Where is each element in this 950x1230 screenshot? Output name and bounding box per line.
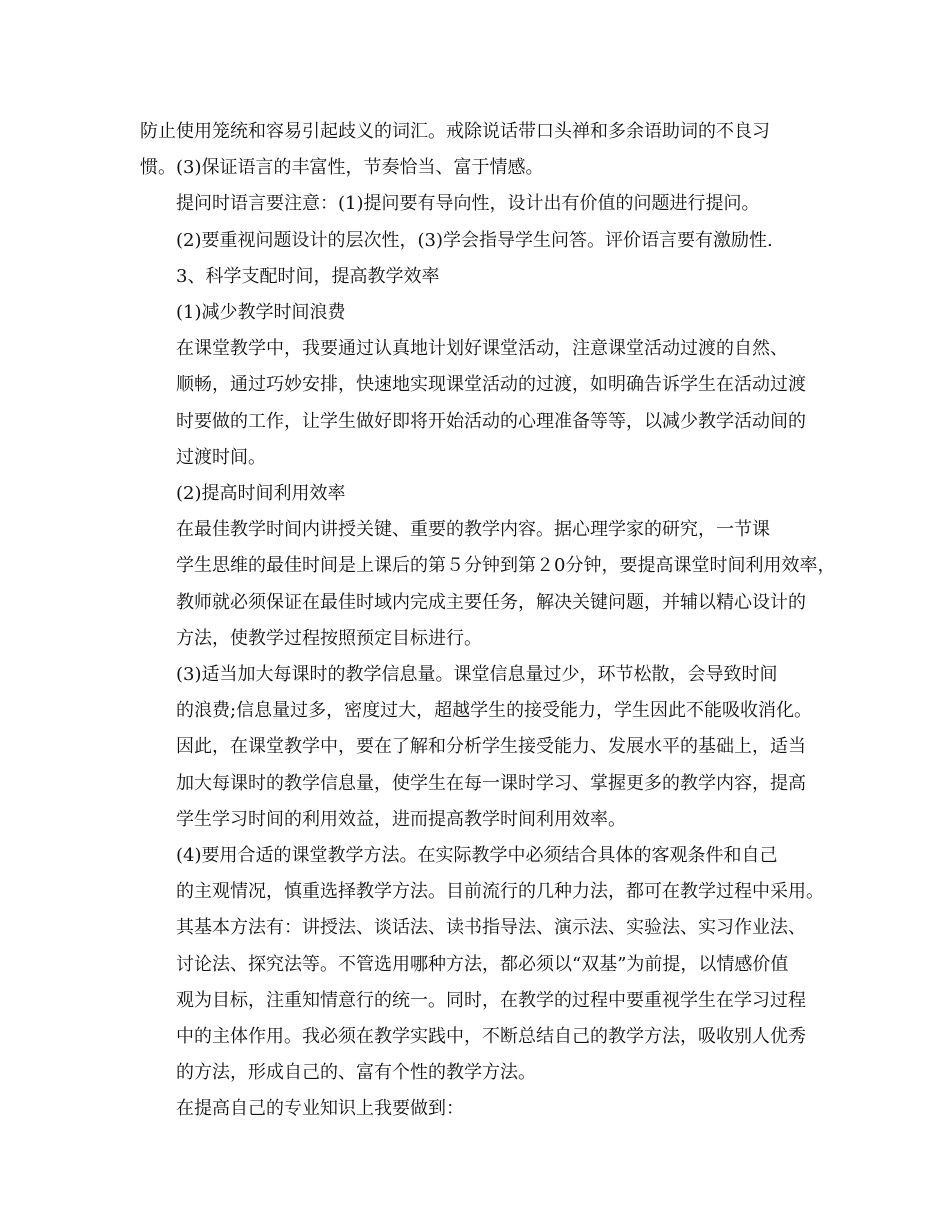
text-line: 教师就必须保证在最佳时域内完成主要任务，解决关键问题，并辅以精心设计的 (176, 591, 806, 613)
text-line: 加大每课时的教学信息量，使学生在每一课时学习、掌握更多的教学内容，提高 (176, 772, 806, 794)
text-line: 在课堂教学中，我要通过认真地计划好课堂活动，注意课堂活动过渡的自然、 (176, 338, 788, 360)
text-line: 其基本方法有：讲授法、谈话法、读书指导法、演示法、实验法、实习作业法、 (176, 917, 806, 939)
text-line: 顺畅，通过巧妙安排，快速地实现课堂活动的过渡，如明确告诉学生在活动过渡 (176, 374, 806, 396)
text-line: 的方法，形成自己的、富有个性的教学方法。 (176, 1062, 536, 1084)
text-line: (3)适当加大每课时的教学信息量。课堂信息量过少，环节松散，会导致时间 (176, 664, 778, 686)
text-line: 观为目标，注重知情意行的统一。同时，在教学的过程中要重视学生在学习过程 (176, 989, 806, 1011)
text-line: 3、科学支配时间，提高教学效率 (176, 265, 440, 287)
text-line: 中的主体作用。我必须在教学实践中，不断总结自己的教学方法，吸收别人优秀 (176, 1026, 806, 1048)
text-line: 惯。(3)保证语言的丰富性，节奏恰当、富于情感。 (140, 157, 544, 179)
text-line: (1)减少教学时间浪费 (176, 302, 346, 324)
text-line: 时要做的工作，让学生做好即将开始活动的心理准备等等，以减少教学活动间的 (176, 410, 806, 432)
text-line: 防止使用笼统和容易引起歧义的词汇。戒除说话带口头禅和多余语助词的不良习 (140, 121, 770, 142)
text-line: 学生思维的最佳时间是上课后的第５分钟到第２0分钟，要提高课堂时间利用效率， (176, 555, 836, 577)
text-line: 提问时语言要注意：(1)提问要有导向性，设计出有价值的问题进行提问。 (176, 193, 760, 215)
text-line: 学生学习时间的利用效益，进而提高教学时间利用效率。 (176, 808, 626, 830)
paragraph (140, 838, 824, 1091)
paragraph (140, 186, 820, 258)
paragraph (140, 114, 820, 186)
paragraph (140, 512, 836, 657)
text-line: 因此，在课堂教学中，要在了解和分析学生接受能力、发展水平的基础上，适当 (176, 736, 806, 758)
text-line: 的主观情况，慎重选择教学方法。目前流行的几种力法，都可在教学过程中采用。 (176, 881, 824, 903)
paragraph (140, 259, 820, 295)
paragraph (140, 331, 820, 476)
text-line: 过渡时间。 (176, 446, 266, 468)
text-line: (2)要重视问题设计的层次性，(3)学会指导学生问答。评价语言要有激励性. (176, 229, 773, 251)
text-line: 在最佳教学时间内讲授关键、重要的教学内容。据心理学家的研究，一节课 (176, 519, 770, 541)
text-line: 讨论法、探究法等。不管选用哪种方法，都必须以“双基”为前提，以情感价值 (176, 953, 789, 975)
text-line: 在提高自己的专业知识上我要做到： (176, 1098, 464, 1120)
text-line: (4)要用合适的课堂教学方法。在实际教学中必须结合具体的客观条件和自己 (176, 845, 778, 867)
paragraph (140, 657, 820, 838)
text-line: 方法，使教学过程按照预定目标进行。 (176, 627, 482, 649)
text-line: 的浪费;信息量过多，密度过大，超越学生的接受能力，学生因此不能吸收消化。 (176, 700, 813, 722)
paragraph (140, 1091, 820, 1127)
document-body (140, 114, 836, 1128)
paragraph (140, 476, 820, 512)
text-line: (2)提高时间利用效率 (176, 483, 346, 505)
paragraph (140, 295, 820, 331)
